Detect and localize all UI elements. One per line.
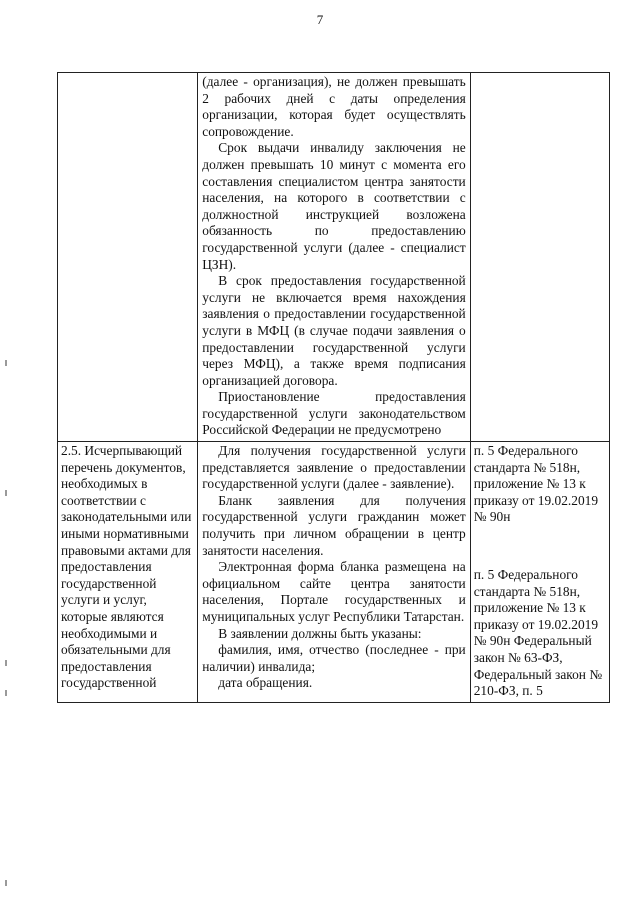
- legal-reference-2: п. 5 Федерального стандарта № 518н, приложение № 13 к приказу от 19.02.2019 № 90н Федеральный закон № 63-ФЗ, Федеральный закон № 210-ФЗ, п. 5: [473, 567, 603, 699]
- row1-paragraph-4: Приостановление предоставления государственной услуги законодательством Российской Федерации не предусмотрено: [202, 389, 466, 438]
- row2-paragraph-3: Электронная форма бланка размещена на официальном сайте центра занятости населения, Портале государственных и муниципальных услуг Республики Татарстан.: [202, 559, 466, 624]
- legal-reference-1: п. 5 Федерального стандарта № 518н, приложение № 13 к приказу от 19.02.2019 № 90н: [473, 443, 599, 525]
- row2-paragraph-5: фамилия, имя, отчество (последнее - при наличии) инвалида;: [202, 642, 466, 674]
- row2-left-cell: [58, 442, 198, 703]
- row2-paragraph-1: Для получения государственной услуги представляется заявление о предоставлении государственной услуги (далее - заявление).: [202, 443, 466, 492]
- page-number: 7: [316, 12, 324, 27]
- row2-paragraph-2: Бланк заявления для получения государственной услуги гражданин может получить при личном обращении в центр занятости населения.: [202, 492, 466, 558]
- regulation-table: [57, 72, 610, 703]
- table-row: [58, 73, 610, 442]
- row2-paragraph-4: В заявлении должны быть указаны:: [218, 625, 422, 641]
- row1-paragraph-3: В срок предоставления государственной услуги не включается время нахождения заявления о предоставлении государственной услуги в МФЦ (в случае подачи заявления о предоставлении государственной услуги через МФЦ), а также время подписания организацией договора.: [202, 273, 466, 388]
- row1-left-cell: [58, 73, 198, 442]
- row2-middle-cell: [198, 442, 470, 703]
- row1-paragraph-2: Срок выдачи инвалиду заключения не должен превышать 10 минут с момента его составления специалистом центра занятости населения, на которого в соответствии с должностной инструкцией возложена обязанность по предоставлению государственной услуги (далее - специалист ЦЗН).: [202, 140, 466, 272]
- scan-margin-marks: [5, 360, 9, 920]
- row2-right-cell: [470, 442, 609, 703]
- table-row: [58, 442, 610, 703]
- row1-paragraph-1: (далее - организация), не должен превышать 2 рабочих дней с даты определения организации, которая будет осуществлять сопровождение.: [202, 74, 466, 139]
- row1-middle-cell: [198, 73, 470, 442]
- section-heading: 2.5. Исчерпывающий перечень документов, необходимых в соответствии с законодательными или иными нормативными правовыми актами для предоставления государственной услуги и услуг, которые являются необходимыми и обязательными для предоставления государственной: [61, 443, 192, 691]
- row2-paragraph-6: дата обращения.: [218, 675, 313, 691]
- row1-right-cell: [470, 73, 609, 442]
